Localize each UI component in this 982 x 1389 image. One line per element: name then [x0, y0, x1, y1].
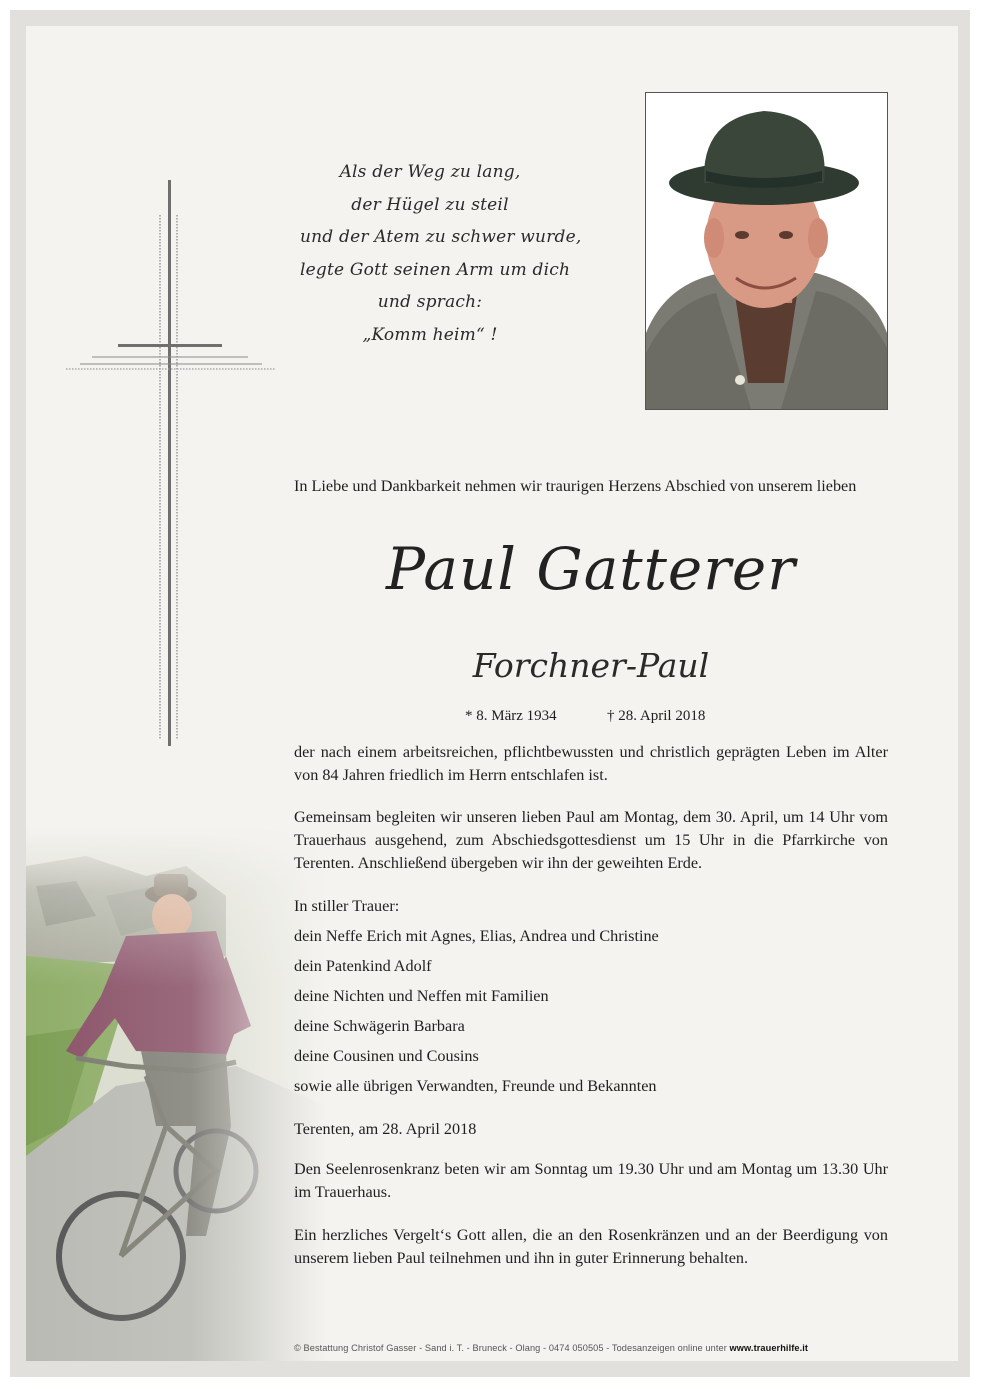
memorial-verse [300, 156, 582, 351]
verse-line: „Komm heim“ ! [362, 324, 498, 345]
birth-date: * 8. März 1934 [465, 708, 557, 724]
verse-line: und sprach: [377, 292, 483, 312]
footer-link[interactable]: www.trauerhilfe.it [729, 1343, 809, 1353]
funeral-paragraph: Gemeinsam begleiten wir unseren lieben Paul am Montag, dem 30. April, um 14 Uhr vom Trauerhaus ausgehend, zum Abschiedsgottesdienst um 15 Uhr in die Pfarrkirche von Terenten. Anschließend übergeben wir ihn der geweihten Erde. [294, 808, 888, 872]
cross-icon [0, 0, 300, 800]
list-item: deine Cousinen und Cousins [294, 1047, 479, 1065]
footer [294, 1343, 888, 1353]
cycling-photo [26, 826, 326, 1361]
list-item: deine Nichten und Neffen mit Familien [294, 987, 549, 1005]
mourners-list [294, 921, 888, 1101]
list-item: deine Schwägerin Barbara [294, 1017, 465, 1035]
deceased-nickname: Forchner-Paul [472, 646, 710, 685]
list-item: dein Patenkind Adolf [294, 957, 432, 975]
death-date: † 28. April 2018 [607, 708, 706, 724]
intro-text: In Liebe und Dankbarkeit nehmen wir traurigen Herzens Abschied von unserem lieben [294, 477, 857, 495]
list-item: sowie alle übrigen Verwandten, Freunde und Bekannten [294, 1077, 657, 1095]
rosary-paragraph: Den Seelenrosenkranz beten wir am Sonntag um 19.30 Uhr und am Montag um 13.30 Uhr im Trauerhaus. [294, 1160, 888, 1201]
life-paragraph: der nach einem arbeitsreichen, pflichtbewussten und christlich geprägten Leben im Alter von 84 Jahren friedlich im Herrn entschlafen ist. [294, 743, 888, 784]
list-item: dein Neffe Erich mit Agnes, Elias, Andrea und Christine [294, 927, 659, 945]
deceased-name: Paul Gatterer [386, 535, 796, 603]
verse-line: legte Gott seinen Arm um dich [300, 259, 571, 280]
verse-line: der Hügel zu steil [351, 194, 509, 215]
footer-text: © Bestattung Christof Gasser - Sand i. T. - Bruneck - Olang - 0474 050505 - Todesanzeigen online unter [294, 1343, 730, 1353]
place-date: Terenten, am 28. April 2018 [294, 1120, 477, 1138]
verse-line: und der Atem zu schwer wurde, [300, 227, 582, 247]
thanks-paragraph: Ein herzliches Vergelt‘s Gott allen, die an den Rosenkränzen und an der Beerdigung von unserem lieben Paul teilnehmen und ihn in guter Erinnerung behalten. [294, 1226, 888, 1267]
verse-line: Als der Weg zu lang, [339, 162, 521, 182]
mourning-heading: In stiller Trauer: [294, 897, 400, 915]
portrait-photo [645, 92, 888, 410]
